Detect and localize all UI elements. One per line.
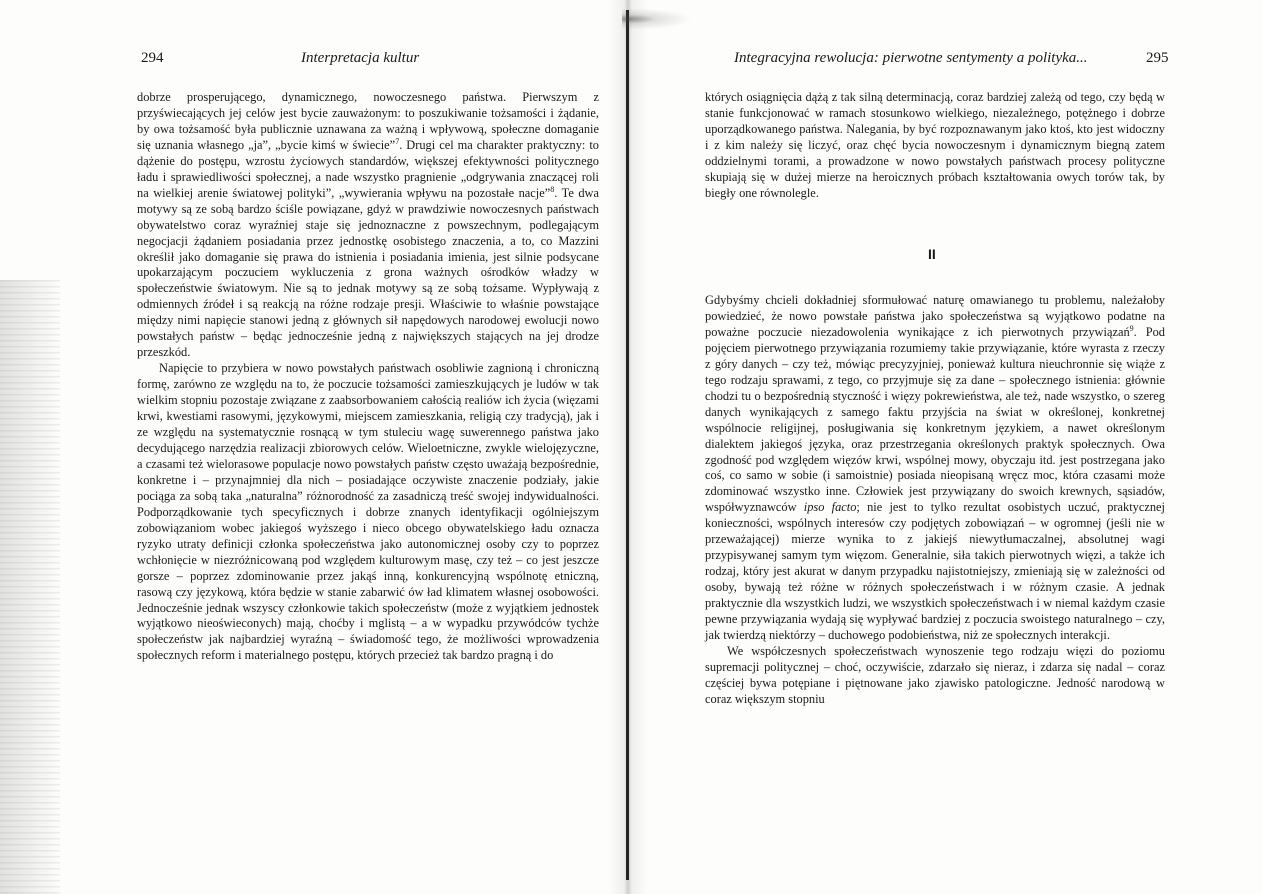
section-heading-ii: II — [928, 246, 936, 262]
footnote-ref-9[interactable]: 9 — [1129, 323, 1134, 333]
right-p2-italic: ipso facto — [803, 500, 857, 515]
left-paragraph-2: Napięcie to przybiera w nowo powstałych państwach osobliwie zagnioną i chroniczną formę, zarówno ze względu na to, że poczucie tożsamości zamieszkujących je ludów w tak wielkim stopniu pozostaje związane z zaabsorbowaniem całością realiów ich życia (więzami krwi, kwestiami rasowymi, językowymi, miejscem zamieszkania, religią czy tradycją), jak i ze względu na systematycznie rosnącą w tym stuleciu wagę suwerennego państwa jako decydującego narzędzia realizacji zbiorowych celów. Wieloetniczne, zwykle wielojęzyczne, a czasami też wielorasowe populacje nowo powstałych państw często uważają bezpośrednie, konkretne i – przynajmniej dla nich – posiadające oczywiste znaczenie podziały, jakie pociąga za sobą taka „naturalna” różnorodność za zasadniczą treść swojej indywidualności. Podporządkowanie tych specyficznych i dobrze znanych identyfikacji ogólniejszym zobowiązaniom wobec jakiegoś wyższego i nieco obcego obywatelskiego ładu oznacza ryzyko utraty definicji członka społeczeństwa jako autonomicznej osoby czy to poprzez wchłonięcie w niezróżnicowaną pod względem kulturowym masę, czy też – co jest jeszcze gorsze – poprzez zdominowanie przez jakąś inną, konkurencyjną wspólnotę etniczną, rasową czy językową, która będzie w stanie zabarwić ów ład klimatem własnej osobowości. Jednocześnie jednak wszyscy członkowie takich społeczeństw (może z wyjątkiem jednostek wyjątkowo nieoświeconych) mają, choćby i mglistą – a w wypadku przywódców tychże społeczeństw jak najbardziej wyraźną – świadomość tego, że możliwości wprowadzenia społecznych reform i materialnego postępu, których przecież tak bardzo pragną i do — [137, 361, 599, 663]
footnote-ref-7[interactable]: 7 — [395, 136, 400, 146]
right-p2-mid: . Pod pojęciem pierwotnego przywiązania rozumiemy takie przywiązanie, które wyrasta z rzeczy z góry danych – czy też, mówiąc precyzyjniej, ponieważ kultura nieuchronnie się wiąże z tego rodzaju sprawami, z tego, co przyjmuje się za dane – społecznego istnienia: głównie chodzi tu o bezpośrednią styczność i więzy pokrewieństwa, ale też, nade wszystko, o szereg danych wynikających z samego faktu przyjścia na świat w określonej, konkretnej wspólnocie religijnej, posługiwania się konkretnym językiem, a nawet określonym dialektem jakiegoś języka, oraz przestrzegania określonych praktyk społecznych. Owa zgodność pod względem więzów krwi, wspólnej mowy, obyczaju itd. jest postrzegana jako coś, co samo w sobie (i samoistnie) posiada nieopisaną wręcz moc, która czasami może zdominować wszystko inne. Człowiek jest przywiązany do swoich krewnych, sąsiadów, współwyznawców — [705, 324, 1165, 515]
right-paragraph-2 — [705, 293, 1165, 644]
right-paragraph-3: We współczesnych społeczeństwach wynoszenie tego rodzaju więzi do poziomu supremacji politycznej – choć, oczywiście, zdarzało się nieraz, i zdarza się nadal – coraz częściej bywa potępiane i piętnowane jako zjawisko patologiczne. Jedność narodową w coraz większym stopniu — [705, 643, 1165, 706]
right-page-top-text — [705, 90, 1165, 202]
left-p1-start: dobrze prosperującego, dynamicznego, nowoczesnego państwa. Pierwszym z przyświecających jej celów jest bycie zauważonym: to poszukiwanie tożsamości i żądanie, by owa tożsamość była publicznie uznawana za ważną i wpływową, społeczne domaganie się uznania własnego „ja”, „bycie kimś w świecie” — [137, 90, 599, 152]
left-paragraph-1 — [137, 90, 599, 361]
left-p1-mid: . Drugi cel ma charakter praktyczny: to dążenie do postępu, wzrostu życiowych standardów, większej efektywności politycznego ładu i sprawiedliwości społecznej, a nade wszystko pragnienie „odgrywania znaczącej roli na wielkiej arenie światowej polityki”, „wywierania wpływu na pozostałe nacje” — [137, 137, 599, 200]
right-paragraph-1: których osiągnięcia dążą z tak silną determinacją, coraz bardziej zależą od tego, czy będą w stanie funkcjonować w ramach stosunkowo wielkiego, niezależnego, potężnego i dobrze uporządkowanego państwa. Nalegania, by być rozpoznawanym jako ktoś, kto jest widoczny i z kim należy się liczyć, oraz chęć bycia nowoczesnym i dynamicznym biegną zatem oddzielnymi torami, a prowadzone w nowo powstałych państwach procesy polityczne skupiają się w dużej mierze na heroicznych próbach kształtowania owych torów tak, by biegły one równolegle. — [705, 90, 1165, 200]
footnote-ref-8[interactable]: 8 — [550, 184, 555, 194]
left-page-text — [137, 90, 599, 664]
right-p2-start: Gdybyśmy chcieli dokładniej sformułować naturę omawianego tu problemu, należałoby powiedzieć, że nowo powstałe państwa jako społeczeństwa są wyjątkowo podatne na poważne poczucie niezadowolenia wynikające z ich pierwotnych przywiązań — [705, 293, 1165, 339]
right-p2-end: ; nie jest to tylko rezultat osobistych uczuć, praktycznej konieczności, wspólnych interesów czy podjętych zobowiązań – w ogromnej (jeśli nie w przeważającej) mierze wynika to z jakiejś niewytłumaczalnej, absolutnej wagi przypisywanej samym tym więzom. Generalnie, siła takich pierwotnych więzi, a także ich rodzaj, który jest akurat w danym przypadku najistotniejszy, zmieniają się w zależności od osoby, bywają też różne w różnych społeczeństwach i w różnym czasie. A jednak praktycznie dla wszystkich ludzi, we wszystkich społeczeństwach i w niemal każdym czasie pewne przywiązania wydają się wypływać bardziej z poczucia swoistego naturalnego – czy, jak twierdzą niektórzy – duchowego podobieństwa, niż ze społecznych interakcji. — [705, 500, 1166, 643]
right-running-title — [734, 49, 1088, 67]
left-page-number: 294 — [141, 50, 164, 66]
right-running-title-text: Integracyjna rewolucja: pierwotne sentymenty a polityka... — [734, 50, 1088, 66]
right-page-main-text — [705, 293, 1165, 708]
left-running-title: Interpretacja kultur — [301, 50, 420, 66]
right-page-number: 295 — [1146, 50, 1169, 66]
left-p1-end: . Te dwa motywy są ze sobą bardzo ściśle powiązane, gdyż w prawdziwie nowoczesnych państwach obywatelstwo coraz wyraźniej staje się jednoznaczne z powszechnym, podlegającym negocjacji żądaniem posiadania przez jednostkę osobistego znaczenia, a to, co Mazzini określił jako domaganie się prawa do istnienia i posiadania imienia, jest silnie podsycane upokarzającym poczuciem wykluczenia z grona ważnych ośrodków władzy w społeczeństwie światowym. Nie są to jednak motywy są ze sobą tożsame. Wypływają z odmiennych źródeł i są reakcją na różne rodzaje presji. Właściwie to właśnie powstające między nimi napięcie stanowi jedną z głównych sił napędowych narodowej ewolucji nowo powstałych państw – będąc jednocześnie jedną z największych stających na jej drodze przeszkód. — [137, 185, 599, 360]
